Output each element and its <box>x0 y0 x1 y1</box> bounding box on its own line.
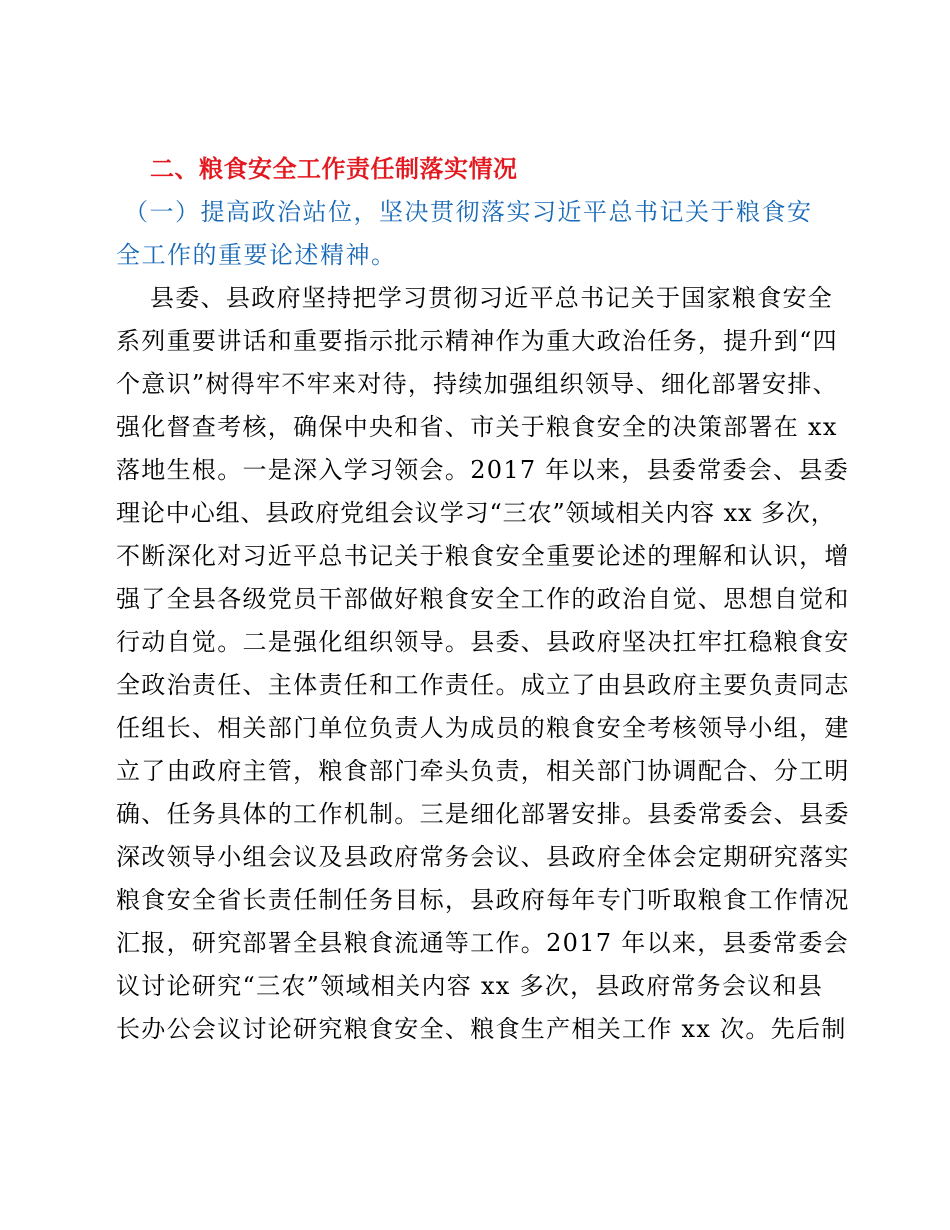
body-line: 任组长、相关部门单位负责人为成员的粮食安全考核领导小组，建 <box>116 714 850 742</box>
body-line: 不断深化对习近平总书记关于粮食安全重要论述的理解和认识，增 <box>116 542 850 570</box>
body-line: 强了全县各级党员干部做好粮食安全工作的政治自觉、思想自觉和 <box>116 585 850 613</box>
subheading-line-2: 全工作的重要论述精神。 <box>116 241 397 269</box>
document-content <box>116 148 850 1051</box>
body-line: 立了由政府主管，粮食部门牵头负责，相关部门协调配合、分工明 <box>116 757 850 785</box>
body-line: 长办公会议讨论研究粮食安全、粮食生产相关工作 xx 次。先后制 <box>116 1015 847 1043</box>
body-line: 粮食安全省长责任制任务目标，县政府每年专门听取粮食工作情况 <box>116 886 850 914</box>
body-line: 汇报，研究部署全县粮食流通等工作。2017 年以来，县委常委会 <box>116 929 850 957</box>
body-line: 全政治责任、主体责任和工作责任。成立了由县政府主要负责同志 <box>116 671 850 699</box>
body-line: 强化督查考核，确保中央和省、市关于粮食安全的决策部署在 xx <box>116 413 838 441</box>
body-line: 行动自觉。二是强化组织领导。县委、县政府坚决扛牢扛稳粮食安 <box>116 628 850 656</box>
body-line: 落地生根。一是深入学习领会。2017 年以来，县委常委会、县委 <box>116 456 850 484</box>
body-line: 系列重要讲话和重要指示批示精神作为重大政治任务，提升到“四 <box>116 327 838 355</box>
body-line: 深改领导小组会议及县政府常务会议、县政府全体会定期研究落实 <box>116 843 850 871</box>
body-line: 理论中心组、县政府党组会议学习“三农”领域相关内容 xx 多次， <box>116 499 836 527</box>
body-line: 确、任务具体的工作机制。三是细化部署安排。县委常委会、县委 <box>116 800 850 828</box>
body-line: 县委、县政府坚持把学习贯彻习近平总书记关于国家粮食安全 <box>150 284 834 312</box>
subheading-line-1: （一）提高政治站位，坚决贯彻落实习近平总书记关于粮食安 <box>124 198 813 226</box>
body-line: 议讨论研究“三农”领域相关内容 xx 多次，县政府常务会议和县 <box>116 972 824 1000</box>
body-line: 个意识”树得牢不牢来对待，持续加强组织领导、细化部署安排、 <box>116 370 838 398</box>
section-heading: 二、粮食安全工作责任制落实情况 <box>150 155 518 183</box>
